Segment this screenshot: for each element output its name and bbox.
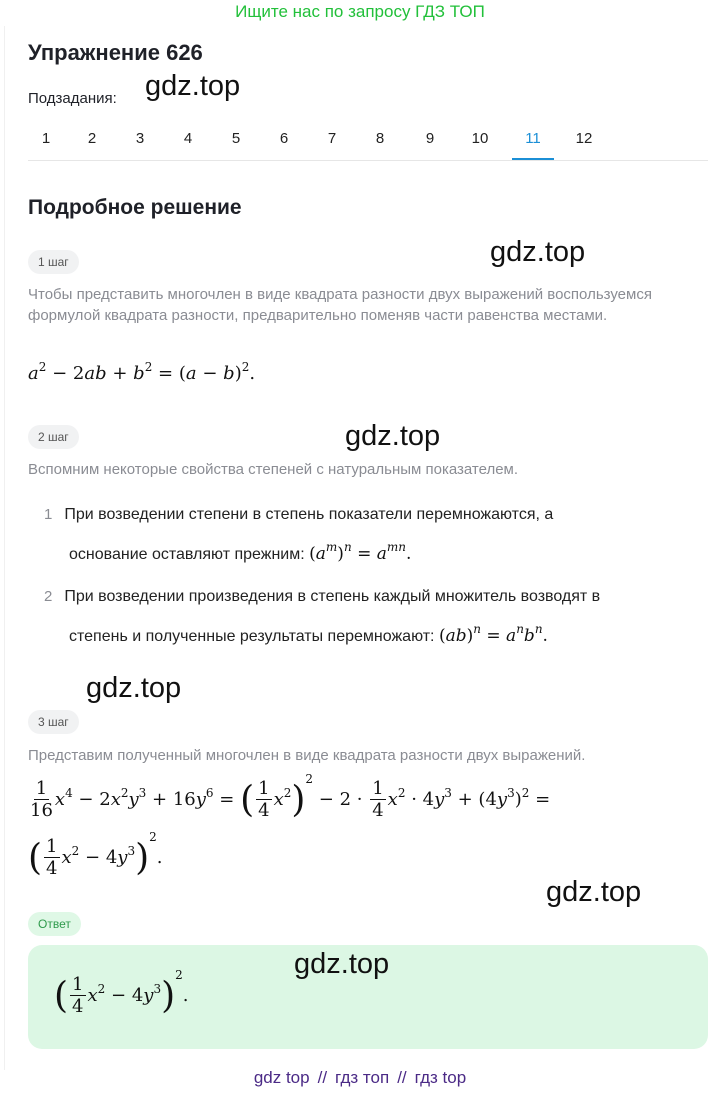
answer-formula: ( $\frac{1}{4}$ $x^2 - 4y^3)^2$. bbox=[54, 968, 189, 1017]
watermark: gdz.top bbox=[86, 672, 182, 704]
tab-11[interactable]: 11 bbox=[512, 124, 554, 160]
formula-power-of-product: $(ab)^n = a^nb^n$. bbox=[438, 622, 548, 646]
list-text: При возведении степени в степень показатели перемножаются, а bbox=[64, 506, 554, 523]
formula-main-line1: $\frac{1}{16}$ $x^4 - 2x^2y^3 + 16y^6$ = ( $\frac{1}{4}$ $x^2)^2 - 2$ · $\frac{1}{4}$ $x^2 \cdot 4y^3 + (4y^3)^2$ = bbox=[30, 772, 551, 821]
subtasks-label: Подзадания: bbox=[28, 90, 117, 107]
tab-12[interactable]: 12 bbox=[575, 130, 593, 147]
footer-link[interactable]: гдз топ bbox=[335, 1068, 390, 1087]
list-item bbox=[44, 506, 553, 524]
tab-2[interactable]: 2 bbox=[87, 130, 97, 147]
tab-6[interactable]: 6 bbox=[279, 130, 289, 147]
footer-link[interactable]: gdz top bbox=[253, 1068, 310, 1087]
answer-badge: Ответ bbox=[28, 912, 81, 936]
step-badge: 3 шаг bbox=[28, 710, 79, 734]
tab-9[interactable]: 9 bbox=[425, 130, 435, 147]
formula-power-of-power: $(a^m)^n = a^{mn}$. bbox=[309, 540, 412, 564]
footer-link[interactable]: гдз top bbox=[414, 1068, 467, 1087]
list-item bbox=[44, 588, 600, 606]
list-number: 2 bbox=[44, 588, 53, 605]
list-item-continuation bbox=[69, 540, 411, 564]
list-text: При возведении произведения в степень каждый множитель возводят в bbox=[64, 588, 601, 605]
footer-separator: // bbox=[317, 1068, 328, 1087]
watermark: gdz.top bbox=[294, 948, 390, 980]
step-text: Представим полученный многочлен в виде квадрата разности двух выражений. bbox=[28, 747, 586, 764]
list-number: 1 bbox=[44, 506, 53, 523]
tab-10[interactable]: 10 bbox=[471, 130, 489, 147]
watermark: gdz.top bbox=[490, 236, 586, 268]
step-text: Вспомним некоторые свойства степеней с натуральным показателем. bbox=[28, 461, 519, 478]
formula-square-difference: $a^2 - 2ab + b^2 = (a - b)^2$. bbox=[28, 360, 256, 384]
section-title: Подробное решение bbox=[28, 196, 242, 219]
footer-separator: // bbox=[397, 1068, 407, 1087]
card-border bbox=[4, 26, 11, 1070]
subtask-tabs bbox=[28, 124, 708, 161]
footer-links bbox=[0, 1068, 720, 1088]
tab-3[interactable]: 3 bbox=[135, 130, 145, 147]
page-title: Упражнение 626 bbox=[28, 40, 203, 65]
promo-banner: Ищите нас по запросу ГДЗ ТОП bbox=[235, 2, 485, 21]
step-badge: 2 шаг bbox=[28, 425, 79, 449]
tab-8[interactable]: 8 bbox=[375, 130, 385, 147]
watermark: gdz.top bbox=[546, 876, 642, 908]
watermark: gdz.top bbox=[345, 420, 441, 452]
tab-5[interactable]: 5 bbox=[231, 130, 241, 147]
list-text: степень и полученные результаты перемножают: bbox=[69, 628, 435, 645]
tab-7[interactable]: 7 bbox=[327, 130, 337, 147]
watermark: gdz.top bbox=[145, 70, 241, 102]
step-badge: 1 шаг bbox=[28, 250, 79, 274]
tab-4[interactable]: 4 bbox=[183, 130, 193, 147]
formula-main-line2: ( $\frac{1}{4}$ $x^2 - 4y^3)^2$. bbox=[28, 830, 163, 879]
list-text: основание оставляют прежним: bbox=[69, 546, 305, 563]
tab-1[interactable]: 1 bbox=[41, 130, 51, 147]
step-text: Чтобы представить многочлен в виде квадрата разности двух выражений воспользуемся формулой квадрата разности, предварительно поменяв части равенства местами. bbox=[28, 286, 652, 324]
list-item-continuation bbox=[69, 622, 548, 646]
